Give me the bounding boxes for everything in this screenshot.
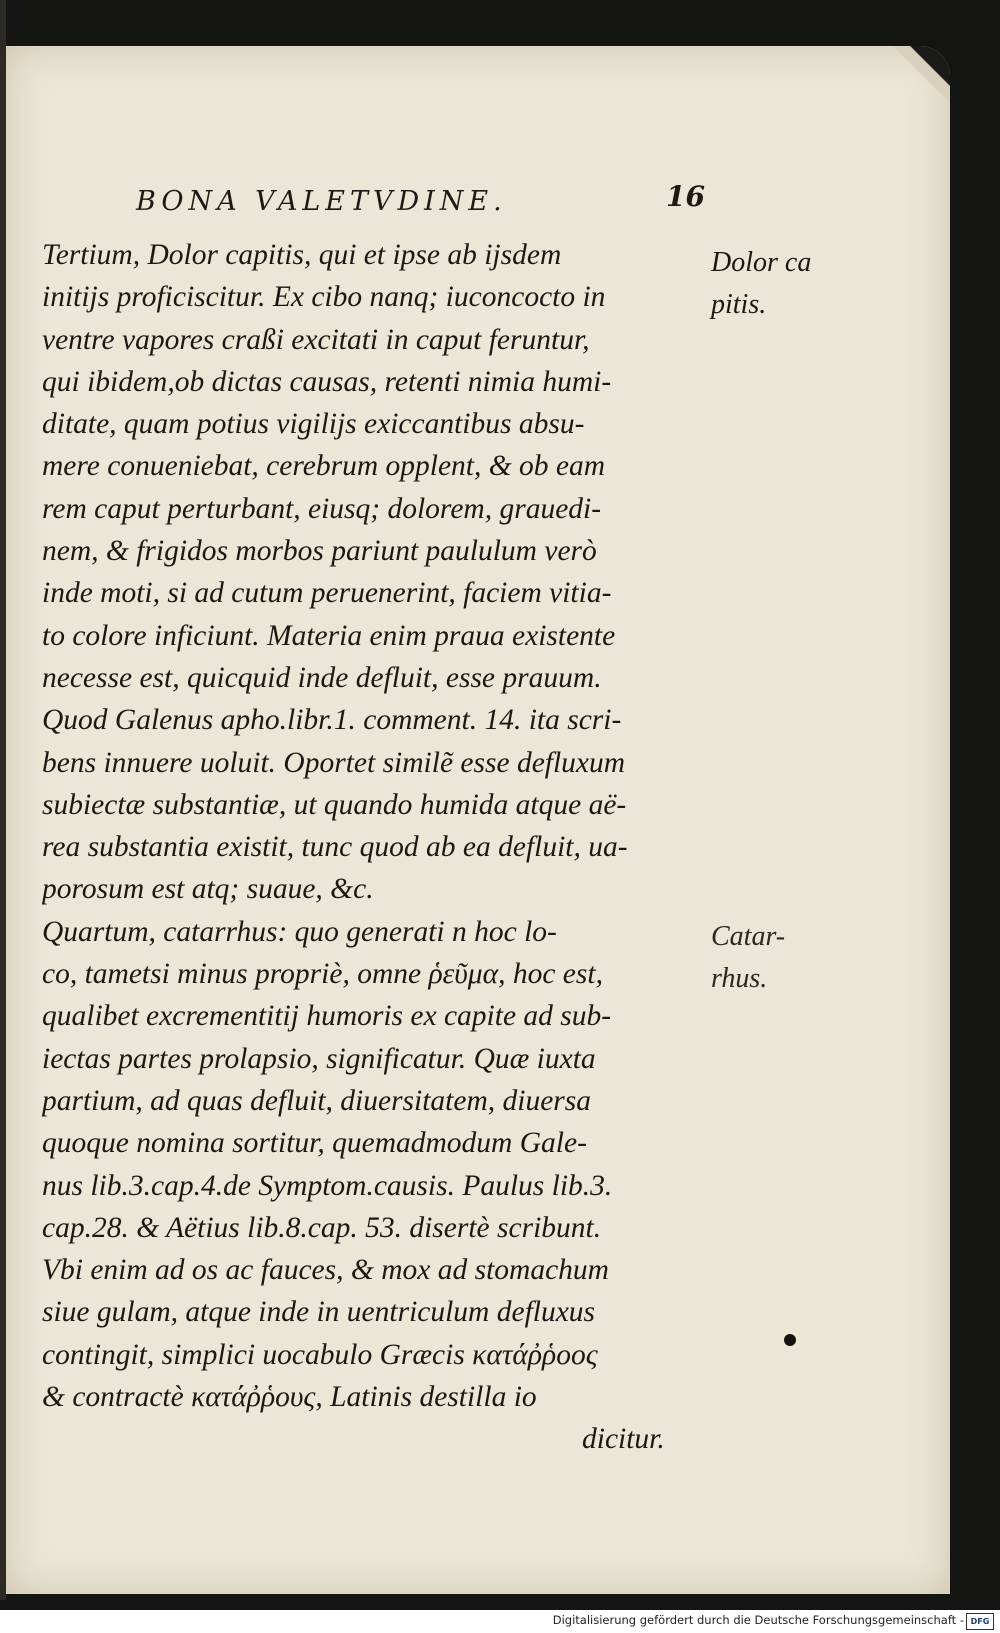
text-line: necesse est, quicquid inde defluit, esse prauum. (42, 661, 602, 694)
text-line: bens innuere uoluit. Oportet similẽ esse defluxum (42, 746, 626, 779)
text-line: Quartum, catarrhus: quo generati n hoc lo- (42, 915, 557, 948)
text-line: rea substantia existit, tunc quod ab ea defluit, ua- (42, 831, 628, 864)
text-line: co, tametsi minus propriè, omne ῥεῦμα, hoc est, (42, 958, 603, 991)
footer-bar (0, 1610, 1000, 1633)
text-line: qui ibidem,ob dictas causas, retenti nimia humi- (42, 365, 612, 398)
body-text (42, 234, 702, 1461)
margin-note-catarrhus (711, 916, 785, 1000)
text-line: ventre vapores craßi excitati in caput feruntur, (42, 323, 590, 356)
margin-note-line: rhus. (711, 963, 768, 994)
text-line: ditate, quam potius vigilijs exiccantibus absu- (42, 408, 585, 441)
running-head: BONA VALETVDINE. (136, 186, 507, 217)
margin-note-line: Catar- (711, 921, 786, 952)
text-line: nus lib.3.cap.4.de Symptom.causis. Paulus lib.3. (42, 1169, 613, 1202)
text-line: Tertium, Dolor capitis, qui et ipse ab ijsdem (42, 239, 562, 271)
page-number: 16 (666, 180, 705, 213)
margin-note-line: pitis. (711, 289, 767, 320)
text-line: nem, & frigidos morbos pariunt paululum verò (42, 535, 597, 568)
text-line: qualibet excrementitij humoris ex capite ad sub- (42, 1000, 612, 1033)
margin-note-dolor-capitis (711, 242, 811, 326)
text-line: iectas partes prolapsio, significatur. Quæ iuxta (42, 1042, 596, 1075)
margin-note-line: Dolor ca (711, 247, 812, 278)
dfg-logo-icon: DFG (966, 1613, 994, 1630)
text-line: Vbi enim ad os ac fauces, & mox ad stomachum (42, 1254, 609, 1287)
text-line: & contractè κατάῤῥους, Latinis destilla io (42, 1381, 537, 1414)
text-line: siue gulam, atque inde in uentriculum defluxus (42, 1296, 596, 1329)
text-line: porosum est atq; suaue, &c. (42, 873, 374, 906)
text-line: rem caput perturbant, eiusq; dolorem, grauedi- (42, 492, 602, 525)
text-line: subiectæ substantiæ, ut quando humida atque aë- (42, 788, 627, 821)
ink-dot-mark (784, 1334, 796, 1346)
text-line: to colore inficiunt. Materia enim praua existente (42, 619, 616, 652)
text-line: contingit, simplici uocabulo Græcis κατάῤῥοος (42, 1338, 598, 1371)
text-line: cap.28. & Aëtius lib.8.cap. 53. disertè scribunt. (42, 1211, 602, 1244)
text-line: quoque nomina sortitur, quemadmodum Gale- (42, 1127, 587, 1160)
book-page (6, 46, 950, 1594)
text-line-final: dicitur. (582, 1423, 665, 1456)
text-line: inde moti, si ad cutum peruenerint, faciem vitia- (42, 577, 612, 610)
text-line: initijs proficiscitur. Ex cibo nanq; iuconcocto in (42, 281, 606, 314)
funding-credit: Digitalisierung gefördert durch die Deutsche Forschungsgemeinschaft - (552, 1613, 964, 1627)
text-line: mere conueniebat, cerebrum opplent, & ob eam (42, 450, 606, 483)
text-line: Quod Galenus apho.libr.1. comment. 14. ita scri- (42, 704, 622, 737)
text-line: partium, ad quas defluit, diuersitatem, diuersa (42, 1084, 592, 1117)
